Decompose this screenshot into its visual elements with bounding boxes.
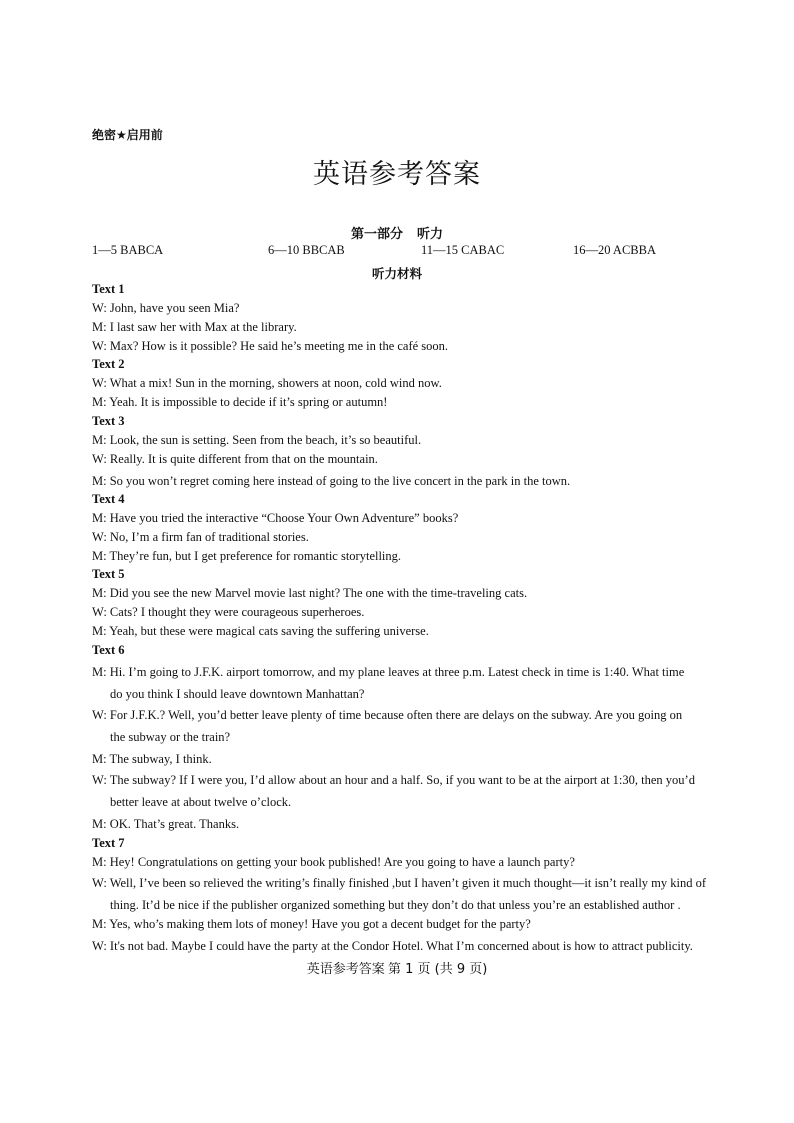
section-heading: [0, 223, 794, 242]
dialogue-line: M: Hi. I’m going to J.F.K. airport tomorrow, and my plane leaves at three p.m. Latest check in time is 1:40. What time: [92, 665, 685, 679]
page-footer: [0, 958, 794, 977]
answer-group-4: 16—20 ACBBA: [573, 243, 657, 257]
text-heading: Text 4: [92, 492, 125, 506]
dialogue-line: W: Cats? I thought they were courageous superheroes.: [92, 605, 365, 619]
dialogue-line: W: The subway? If I were you, I’d allow about an hour and a half. So, if you want to be at the airport at 1:30, then you’d: [92, 773, 695, 787]
dialogue-line: M: I last saw her with Max at the library.: [92, 320, 297, 334]
section-name: 听力: [417, 227, 444, 242]
dialogue-line: W: Well, I’ve been so relieved the writing’s finally finished ,but I haven’t given it much thought—it isn’t really my kind of: [92, 876, 707, 890]
section-part: 第一部分: [350, 227, 403, 242]
footer-doc-name: 英语参考答案: [306, 962, 385, 977]
page-title: 英语参考答案: [313, 159, 481, 190]
dialogue-line: M: Yes, who’s making them lots of money! Have you got a decent budget for the party?: [92, 917, 531, 931]
answer-group-1: 1—5 BABCA: [92, 243, 164, 257]
dialogue-line: M: Yeah, but these were magical cats saving the suffering universe.: [92, 624, 429, 638]
dialogue-line: M: Yeah. It is impossible to decide if it’s spring or autumn!: [92, 395, 388, 409]
text-heading: Text 3: [92, 414, 125, 428]
answer-group-2: 6—10 BBCAB: [268, 243, 345, 257]
dialogue-line: M: Have you tried the interactive “Choose Your Own Adventure” books?: [92, 511, 459, 525]
dialogue-line: W: It's not bad. Maybe I could have the party at the Condor Hotel. What I’m concerned about is how to attract publicity.: [92, 939, 693, 953]
dialogue-line: M: Look, the sun is setting. Seen from the beach, it’s so beautiful.: [92, 433, 422, 447]
dialogue-line: M: So you won’t regret coming here instead of going to the live concert in the park in the town.: [92, 474, 571, 488]
dialogue-line: M: They’re fun, but I get preference for romantic storytelling.: [92, 549, 402, 563]
dialogue-line: W: For J.F.K.? Well, you’d better leave plenty of time because often there are delays on the subway. Are you going on: [92, 708, 683, 722]
dialogue-line: M: The subway, I think.: [92, 752, 212, 766]
dialogue-line-continued: better leave at about twelve o’clock.: [110, 795, 292, 809]
dialogue-line: W: Really. It is quite different from that on the mountain.: [92, 452, 378, 466]
text-heading: Text 7: [92, 836, 125, 850]
footer-page-number: 第 1 页 (共 9 页): [387, 962, 488, 977]
dialogue-line-continued: do you think I should leave downtown Manhattan?: [110, 687, 365, 701]
listening-materials-heading: 听力材料: [371, 266, 422, 281]
dialogue-line: M: Did you see the new Marvel movie last night? The one with the time-traveling cats.: [92, 586, 528, 600]
answer-group-3: 11—15 CABAC: [421, 243, 505, 257]
confidential-label: 绝密★启用前: [92, 128, 163, 142]
dialogue-line: W: No, I’m a firm fan of traditional stories.: [92, 530, 309, 544]
dialogue-line: M: OK. That’s great. Thanks.: [92, 817, 240, 831]
dialogue-line: W: What a mix! Sun in the morning, showers at noon, cold wind now.: [92, 376, 442, 390]
text-heading: Text 6: [92, 643, 125, 657]
answer-row: [0, 243, 794, 259]
text-heading: Text 2: [92, 357, 125, 371]
dialogue-line: W: Max? How is it possible? He said he’s meeting me in the café soon.: [92, 339, 449, 353]
text-heading: Text 5: [92, 567, 125, 581]
text-heading: Text 1: [92, 282, 125, 296]
dialogue-line: M: Hey! Congratulations on getting your book published! Are you going to have a launch party?: [92, 855, 575, 869]
dialogue-line-continued: thing. It’d be nice if the publisher organized something but they don’t do that unless you’re an established author .: [110, 898, 681, 912]
dialogue-line: W: John, have you seen Mia?: [92, 301, 240, 315]
dialogue-line-continued: the subway or the train?: [110, 730, 231, 744]
